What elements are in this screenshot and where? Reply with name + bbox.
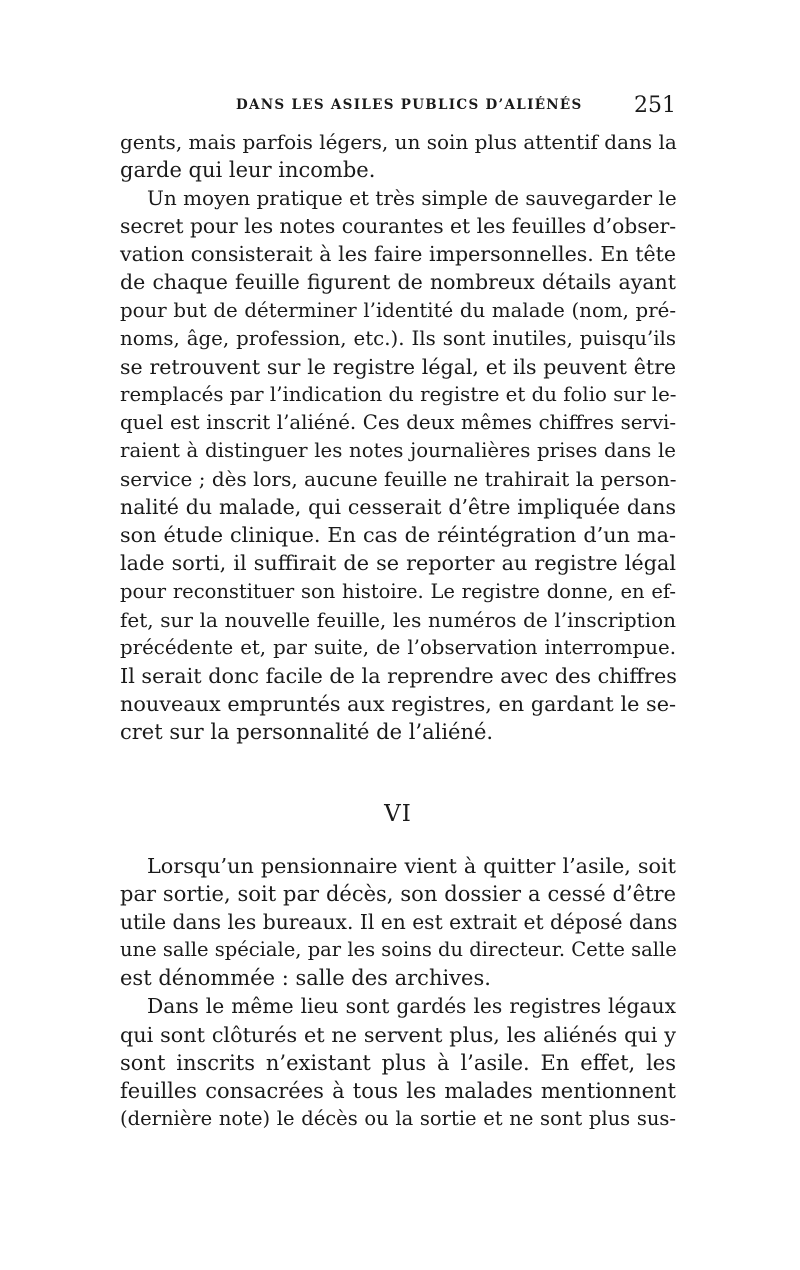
text-line: garde qui leur incombe. bbox=[120, 158, 376, 183]
text-line: nouveaux empruntés aux registres, en gardant le se- bbox=[120, 691, 676, 716]
text-line: une salle spéciale, par les soins du directeur. Cette salle bbox=[120, 938, 677, 962]
text-line: remplacés par l’indication du registre et du folio sur le- bbox=[120, 382, 677, 406]
text-line: est dénommée : salle des archives. bbox=[120, 966, 491, 991]
text-line: pour reconstituer son histoire. Le registre donne, en ef- bbox=[120, 579, 676, 603]
text-line: (dernière note) le décès ou la sortie et ne sont plus sus- bbox=[120, 1106, 676, 1130]
body-text-after-section bbox=[120, 852, 676, 1133]
body-text-before-section bbox=[120, 128, 676, 746]
text-line: par sortie, soit par décès, son dossier a cessé d’être bbox=[120, 882, 676, 907]
text-line: pour but de déterminer l’identité du malade (nom, pré- bbox=[120, 298, 676, 322]
text-line: noms, âge, profession, etc.). Ils sont inutiles, puisqu’ils bbox=[120, 326, 676, 350]
running-head bbox=[236, 94, 676, 118]
text-line: utile dans les bureaux. Il en est extrait et déposé dans bbox=[120, 910, 678, 935]
text-line: feuilles consacrées à tous les malades mentionnent bbox=[120, 1078, 676, 1103]
page-number: 251 bbox=[634, 93, 676, 118]
text-line: raient à distinguer les notes journalières prises dans le bbox=[120, 439, 676, 463]
text-line: précédente et, par suite, de l’observation interrompue. bbox=[120, 635, 676, 659]
text-line: son étude clinique. En cas de réintégration d’un ma- bbox=[120, 523, 676, 548]
text-line: qui sont clôturés et ne servent plus, les aliénés qui y bbox=[120, 1022, 676, 1047]
text-line: lade sorti, il suffirait de se reporter au registre légal bbox=[120, 551, 676, 576]
text-line: gents, mais parfois légers, un soin plus attentif dans la bbox=[120, 130, 677, 154]
text-line: cret sur la personnalité de l’aliéné. bbox=[120, 719, 494, 744]
text-line: de chaque feuille figurent de nombreux détails ayant bbox=[120, 270, 676, 295]
text-line: Lorsqu’un pensionnaire vient à quitter l’asile, soit bbox=[147, 854, 676, 878]
text-line: sont inscrits n’existant plus à l’asile. En effet, les bbox=[120, 1050, 676, 1075]
text-line: fet, sur la nouvelle feuille, les numéros de l’inscription bbox=[120, 607, 676, 632]
text-line: nalité du malade, qui cesserait d’être impliquée dans bbox=[120, 495, 676, 520]
running-title: DANS LES ASILES PUBLICS D’ALIÉNÉS bbox=[236, 97, 583, 113]
text-line: Dans le même lieu sont gardés les registres légaux bbox=[147, 994, 676, 1019]
section-heading: VI bbox=[384, 801, 412, 827]
text-line: service ; dès lors, aucune feuille ne trahirait la person- bbox=[120, 467, 677, 492]
text-line: Un moyen pratique et très simple de sauvegarder le bbox=[147, 186, 677, 211]
text-line: quel est inscrit l’aliéné. Ces deux mêmes chiffres servi- bbox=[120, 410, 676, 434]
text-line: vation consisterait à les faire impersonnelles. En tête bbox=[120, 242, 676, 267]
text-line: secret pour les notes courantes et les feuilles d’obser- bbox=[120, 214, 677, 239]
text-line: Il serait donc facile de la reprendre avec des chiffres bbox=[120, 663, 677, 688]
text-line: se retrouvent sur le registre légal, et ils peuvent être bbox=[120, 354, 676, 379]
